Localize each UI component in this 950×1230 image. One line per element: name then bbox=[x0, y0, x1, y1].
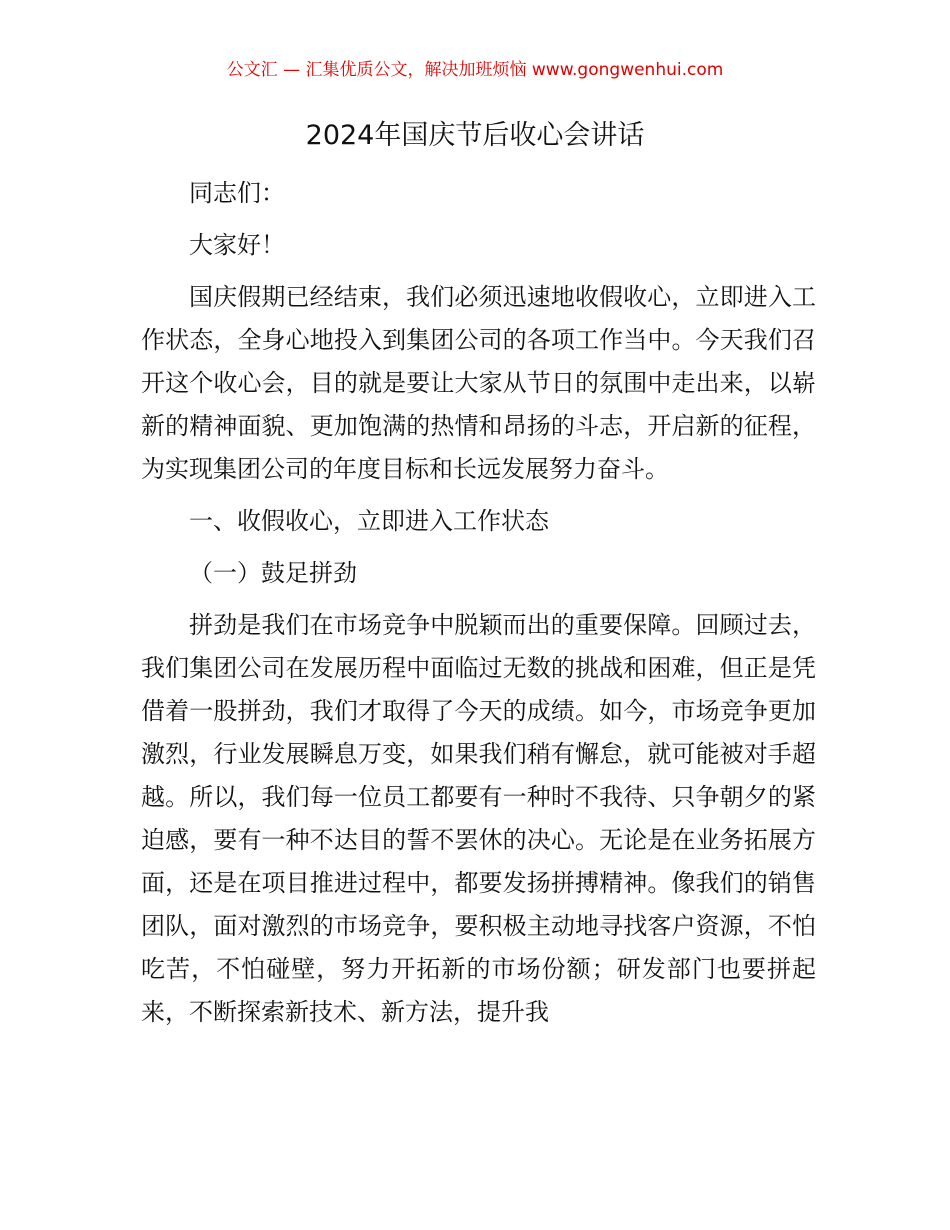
body-paragraph: 拼劲是我们在市场竞争中脱颖而出的重要保障。回顾过去，我们集团公司在发展历程中面临过无数的挑战和困难，但正是凭借着一股拼劲，我们才取得了今天的成绩。如今，市场竞争更加激烈，行业发展瞬息万变，如果我们稍有懈怠，就可能被对手超越。所以，我们每一位员工都要有一种时不我待、只争朝夕的紧迫感，要有一种不达目的誓不罢休的决心。无论是在业务拓展方面，还是在项目推进过程中，都要发扬拼搏精神。像我们的销售团队，面对激烈的市场竞争，要积极主动地寻找客户资源，不怕吃苦，不怕碰壁，努力开拓新的市场份额；研发部门也要拼起来，不断探索新技术、新方法，提升我 bbox=[141, 611, 816, 1026]
intro-paragraph: 国庆假期已经结束，我们必须迅速地收假收心，立即进入工作状态，全身心地投入到集团公司的各项工作当中。今天我们召开这个收心会，目的就是要让大家从节日的氛围中走出来，以崭新的精神面貌、更加饱满的热情和昂扬的斗志，开启新的征程，为实现集团公司的年度目标和长远发展努力奋斗。 bbox=[141, 283, 816, 483]
document-title: 2024年国庆节后收心会讲话 bbox=[305, 120, 645, 151]
section-heading: 一、收假收心，立即进入工作状态 bbox=[189, 507, 549, 535]
salutation: 同志们： bbox=[189, 179, 285, 207]
greeting: 大家好！ bbox=[189, 231, 285, 259]
watermark-banner[interactable]: 公文汇 — 汇集优质公文，解决加班烦恼 www.gongwenhui.com bbox=[226, 60, 724, 80]
document-body bbox=[141, 172, 816, 1043]
subsection-heading: （一）鼓足拼劲 bbox=[189, 559, 357, 587]
